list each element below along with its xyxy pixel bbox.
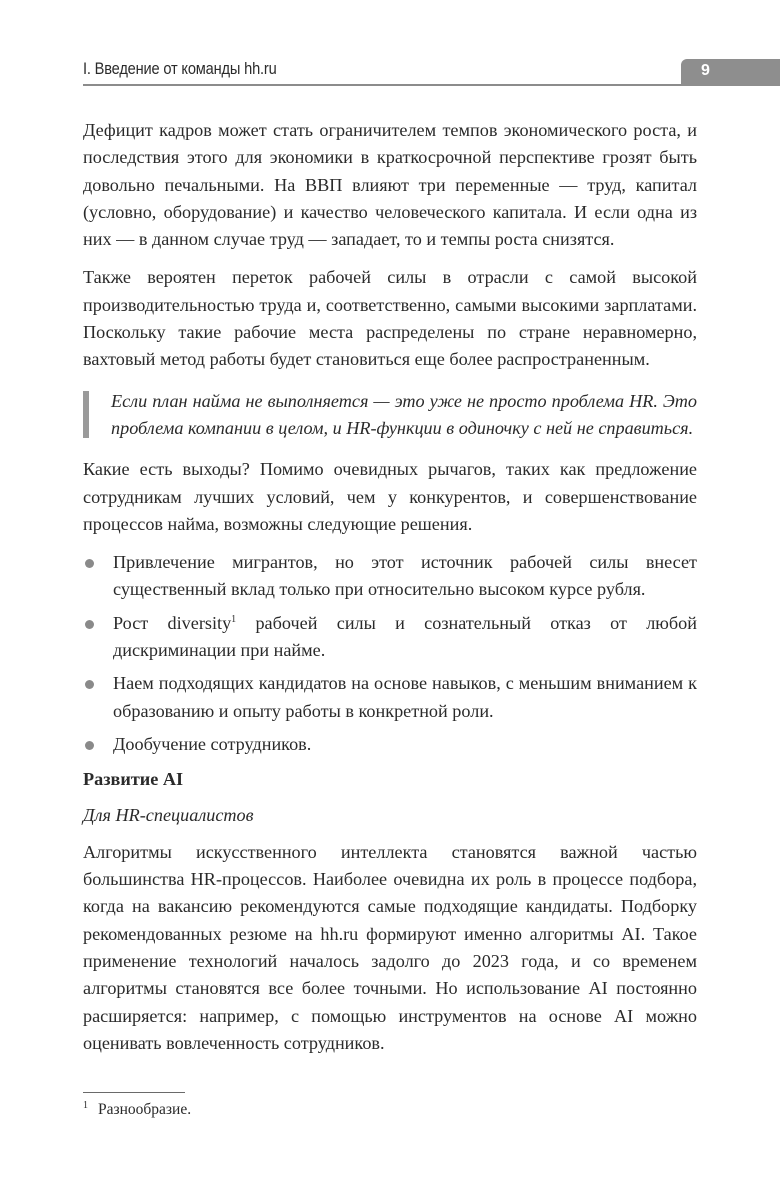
paragraph: Также вероятен переток рабочей силы в отрасли с самой высокой производительностью труда и, соответственно, самыми высокими зарплатами. Поскольку такие рабочие места распределены по стране неравномерно, вахтовый метод работы будет становиться еще более распространенным. [83, 267, 697, 370]
bullet-icon [85, 680, 94, 689]
bullet-icon [85, 620, 94, 629]
header-rule [83, 84, 683, 86]
paragraph: Какие есть выходы? Помимо очевидных рычагов, таких как предложение сотрудникам лучших условий, чем у конкурентов, и совершенствование процессов найма, возможны следующие решения. [83, 459, 697, 534]
list-item [83, 549, 697, 604]
footnote [83, 1100, 191, 1119]
bullet-icon [85, 741, 94, 750]
pull-quote-text: Если план найма не выполняется — это уже не просто проблема HR. Это проблема компании в целом, и HR-функции в одиночку с ней не справиться. [111, 390, 697, 438]
page-number: 9 [701, 62, 710, 79]
page-body [83, 117, 697, 1068]
list-item [83, 731, 697, 758]
pull-quote [83, 388, 697, 443]
page-number-tab [681, 59, 780, 86]
running-title: I. Введение от команды hh.ru [83, 59, 277, 78]
list-item-text: Рост diversity [113, 612, 232, 633]
paragraph: Дефицит кадров может стать ограничителем темпов экономического роста, и последствия этого для экономики в краткосрочной перспективе грозят быть довольно печальными. На ВВП влияют три переменные — труд, капитал (условно, оборудование) и качество человеческого капитала. И если одна из них — в данном случае труд — западает, то и темпы роста снизятся. [83, 120, 697, 250]
list-item-text: Привлечение мигрантов, но этот источник рабочей силы внесет существенный вклад только при относительно высоком курсе рубля. [113, 552, 697, 600]
footnote-reference[interactable]: 1 [231, 613, 237, 625]
list-item-text: рабочей силы и сознательный отказ от любой дискриминации при найме. [113, 612, 697, 661]
list-item [83, 670, 697, 725]
list-item-text: Наем подходящих кандидатов на основе навыков, с меньшим вниманием к образованию и опыту работы в конкретной роли. [113, 673, 697, 721]
bullet-icon [85, 559, 94, 568]
bullet-list [83, 549, 697, 758]
running-header [83, 56, 780, 86]
paragraph: Алгоритмы искусственного интеллекта становятся важной частью большинства HR-процессов. Наиболее очевидна их роль в процессе подбора, когда на вакансию рекомендуются самые подходящие кандидаты. Подборку рекомендованных резюме на hh.ru формируют именно алгоритмы AI. Такое применение технологий началось задолго до 2023 года, и со временем алгоритмы становятся все более точными. Но использование AI постоянно расширяется: например, с помощью инструментов на основе AI можно оценивать вовлеченность сотрудников. [83, 841, 697, 1053]
section-heading: Развитие AI [83, 769, 184, 790]
footnote-rule [83, 1092, 185, 1093]
footnote-marker: 1 [83, 1100, 88, 1111]
list-item-text: Дообучение сотрудников. [113, 733, 312, 754]
list-item [83, 610, 697, 665]
subheading: Для HR-специалистов [83, 804, 254, 825]
footnote-text: Разнообразие. [98, 1101, 192, 1118]
quote-bar [83, 391, 89, 439]
